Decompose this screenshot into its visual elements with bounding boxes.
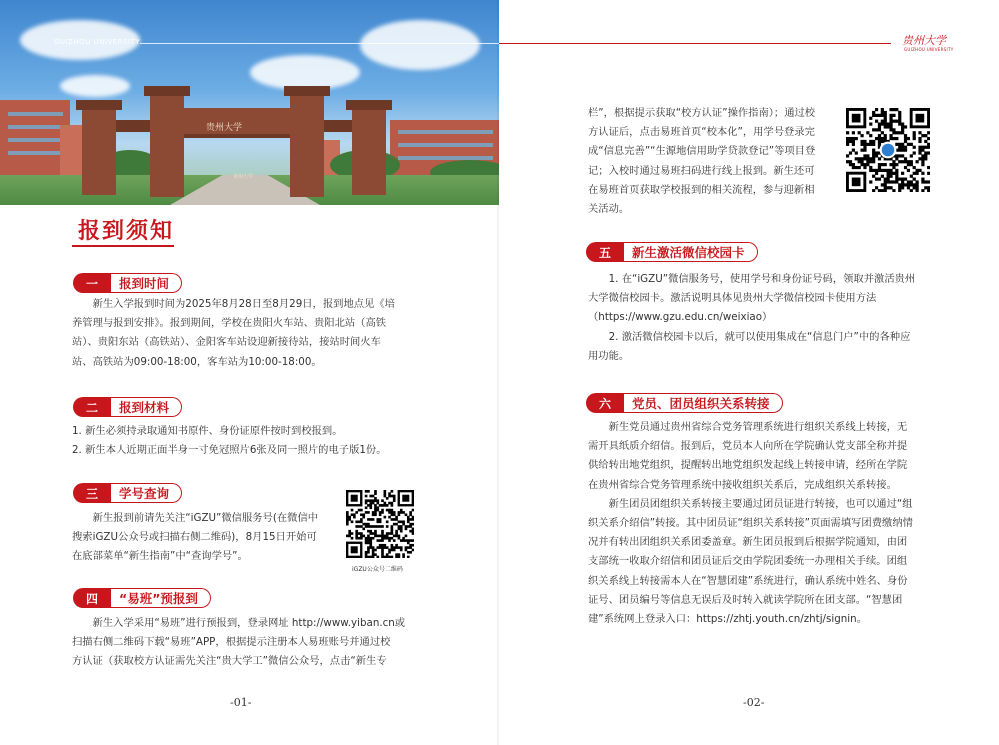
title-underline — [72, 245, 174, 247]
text-line: 关活动。 — [588, 203, 630, 216]
text-line: 新生入学采用“易班”进行预报到，登录网址 http://www.yiban.cn或 — [92, 617, 406, 629]
text-line: 站）、贵阳东站（高铁站）、金阳客车站设迎新接待站，接站时间火车 — [72, 336, 381, 349]
text-line: 新生团员团组织关系转接主要通过团员证进行转接，也可以通过“组 — [608, 497, 913, 510]
left-page — [0, 0, 499, 745]
text-line: 需开具纸质介绍信。报到后，党员本人向所在学院确认党支部全称并提 — [588, 440, 908, 453]
section-number: 六 — [586, 393, 624, 413]
text-line: 支部统一收取介绍信和团员证后交由学院团委统一办理相关手续。团组 — [588, 555, 908, 568]
university-name-en: GUIZHOU UNIVERSITY — [54, 38, 141, 46]
text-line: 新生报到前请先关注“iGZU”微信服务号(在微信中 — [92, 512, 319, 524]
text-line: （https://www.gzu.edu.cn/weixiao） — [588, 311, 773, 324]
text-line: 证号、团员编号等信息无误后及时转入就读学院所在团支部。“智慧团 — [588, 593, 903, 606]
qr-caption: iGZU公众号二维码 — [352, 566, 403, 573]
section-1-heading — [73, 273, 182, 293]
text-line: 方认证后，点击易班首页“校本化”，用学号登录完 — [588, 126, 815, 139]
section-label: “易班”预报到 — [111, 588, 211, 608]
page-title: 报到须知 — [78, 219, 175, 244]
qr-pattern — [846, 108, 930, 192]
igzu-qr-code — [346, 490, 414, 558]
gate-sign: 贵州大学 — [206, 123, 243, 133]
section-5-body — [588, 270, 932, 366]
text-line: 2. 激活微信校园卡以后，就可以使用集成在“信息门户”中的各种应 — [608, 330, 911, 343]
yiban-qr-code — [846, 108, 930, 192]
header-rule — [499, 43, 891, 44]
section-3-body — [72, 509, 342, 567]
section-1-body — [72, 295, 424, 372]
section-2-body — [72, 422, 424, 460]
text-line: 站、高铁站为09:00-18:00，客车站为10:00-18:00。 — [72, 355, 322, 368]
text-line: 扫描右侧二维码下载“易班”APP，根据提示注册本人易班账号并通过校 — [72, 636, 391, 649]
section-6-body — [588, 418, 932, 629]
section-4-body — [72, 614, 424, 672]
section-number: 四 — [73, 588, 111, 608]
section-label: 党员、团员组织关系转接 — [624, 393, 783, 413]
text-line: 成“信息完善”“生源地信用助学贷款登记”等项目登 — [588, 145, 816, 158]
section-2-heading — [73, 397, 182, 417]
text-line: 栏”，根据提示获取“校方认证”操作指南）；通过校 — [588, 107, 816, 119]
campus-gate-photo — [0, 0, 499, 205]
section-label: 学号查询 — [111, 483, 182, 503]
text-line: 搜索iGZU公众号或扫描右侧二维码)，8月15日开始可 — [72, 531, 317, 544]
gate-small-sign: 贵州大学 — [233, 174, 254, 180]
text-line: 况并有转出团组织关系团委盖章。新生团员报到后根据学院通知，由团 — [588, 536, 908, 549]
text-line: 新生党员通过贵州省综合党务管理系统进行组织关系线上转接，无 — [608, 421, 908, 433]
section-number: 一 — [73, 273, 111, 293]
text-line: 记；入校时通过易班扫码进行线上报到。新生还可 — [588, 164, 815, 177]
section-3-heading — [73, 483, 182, 503]
qr-pattern — [346, 490, 414, 558]
text-line: 用功能。 — [588, 349, 630, 362]
section-4-continued — [588, 104, 840, 219]
page-number-right: -02- — [743, 696, 765, 709]
section-label: 新生激活微信校园卡 — [624, 242, 758, 262]
text-line: 织关系线上转接需本人在“智慧团建”系统进行，确认系统中姓名、身份 — [588, 574, 908, 587]
section-4-heading — [73, 588, 211, 608]
text-line: 新生入学报到时间为2025年8月28日至8月29日，报到地点见《培 — [92, 298, 395, 310]
section-number: 二 — [73, 397, 111, 417]
page-number-left: -01- — [230, 696, 252, 709]
section-number: 三 — [73, 483, 111, 503]
text-line: 在易班首页获取学校报到的相关流程，参与迎新相 — [588, 183, 815, 196]
text-line: 在贵州省综合党务管理系统中接收组织关系后，完成组织关系转接。 — [588, 478, 897, 491]
text-line: 建”系统网上登录入口：https://zhtj.youth.cn/zhtj/signin。 — [588, 613, 867, 626]
section-number: 五 — [586, 242, 624, 262]
section-label: 报到材料 — [111, 397, 182, 417]
text-line: 养管理与报到安排》。报到期间，学校在贵阳火车站、贵阳北站（高铁 — [72, 317, 387, 330]
text-line: 织关系介绍信”转接。其中团员证“组织关系转接”页面需填写团费缴纳情 — [588, 517, 913, 530]
text-line: 方认证（获取校方认证需先关注“贵大学工”微信公众号，点击“新生专 — [72, 655, 387, 668]
text-line: 1. 新生必须持录取通知书原件、身份证原件按时到校报到。 — [72, 425, 343, 437]
text-line: 在底部菜单“新生指南”中“查询学号”。 — [72, 550, 248, 563]
text-line: 2. 新生本人近期正面半身一寸免冠照片6张及同一照片的电子版1份。 — [72, 444, 387, 457]
university-logo-en: GUIZHOU UNIVERSITY — [904, 47, 954, 52]
text-line: 供给转出地党组织，提醒转出地党组织发起线上转接申请，经所在学院 — [588, 459, 908, 472]
right-page — [499, 0, 999, 745]
text-line: 1. 在“iGZU”微信服务号，使用学号和身份证号码，领取并激活贵州 — [608, 273, 916, 285]
section-6-heading — [586, 393, 783, 413]
section-label: 报到时间 — [111, 273, 182, 293]
section-5-heading — [586, 242, 758, 262]
university-logo: 贵州大学 — [902, 34, 946, 47]
text-line: 大学微信校园卡。激活说明具体见贵州大学微信校园卡使用方法 — [588, 292, 877, 305]
